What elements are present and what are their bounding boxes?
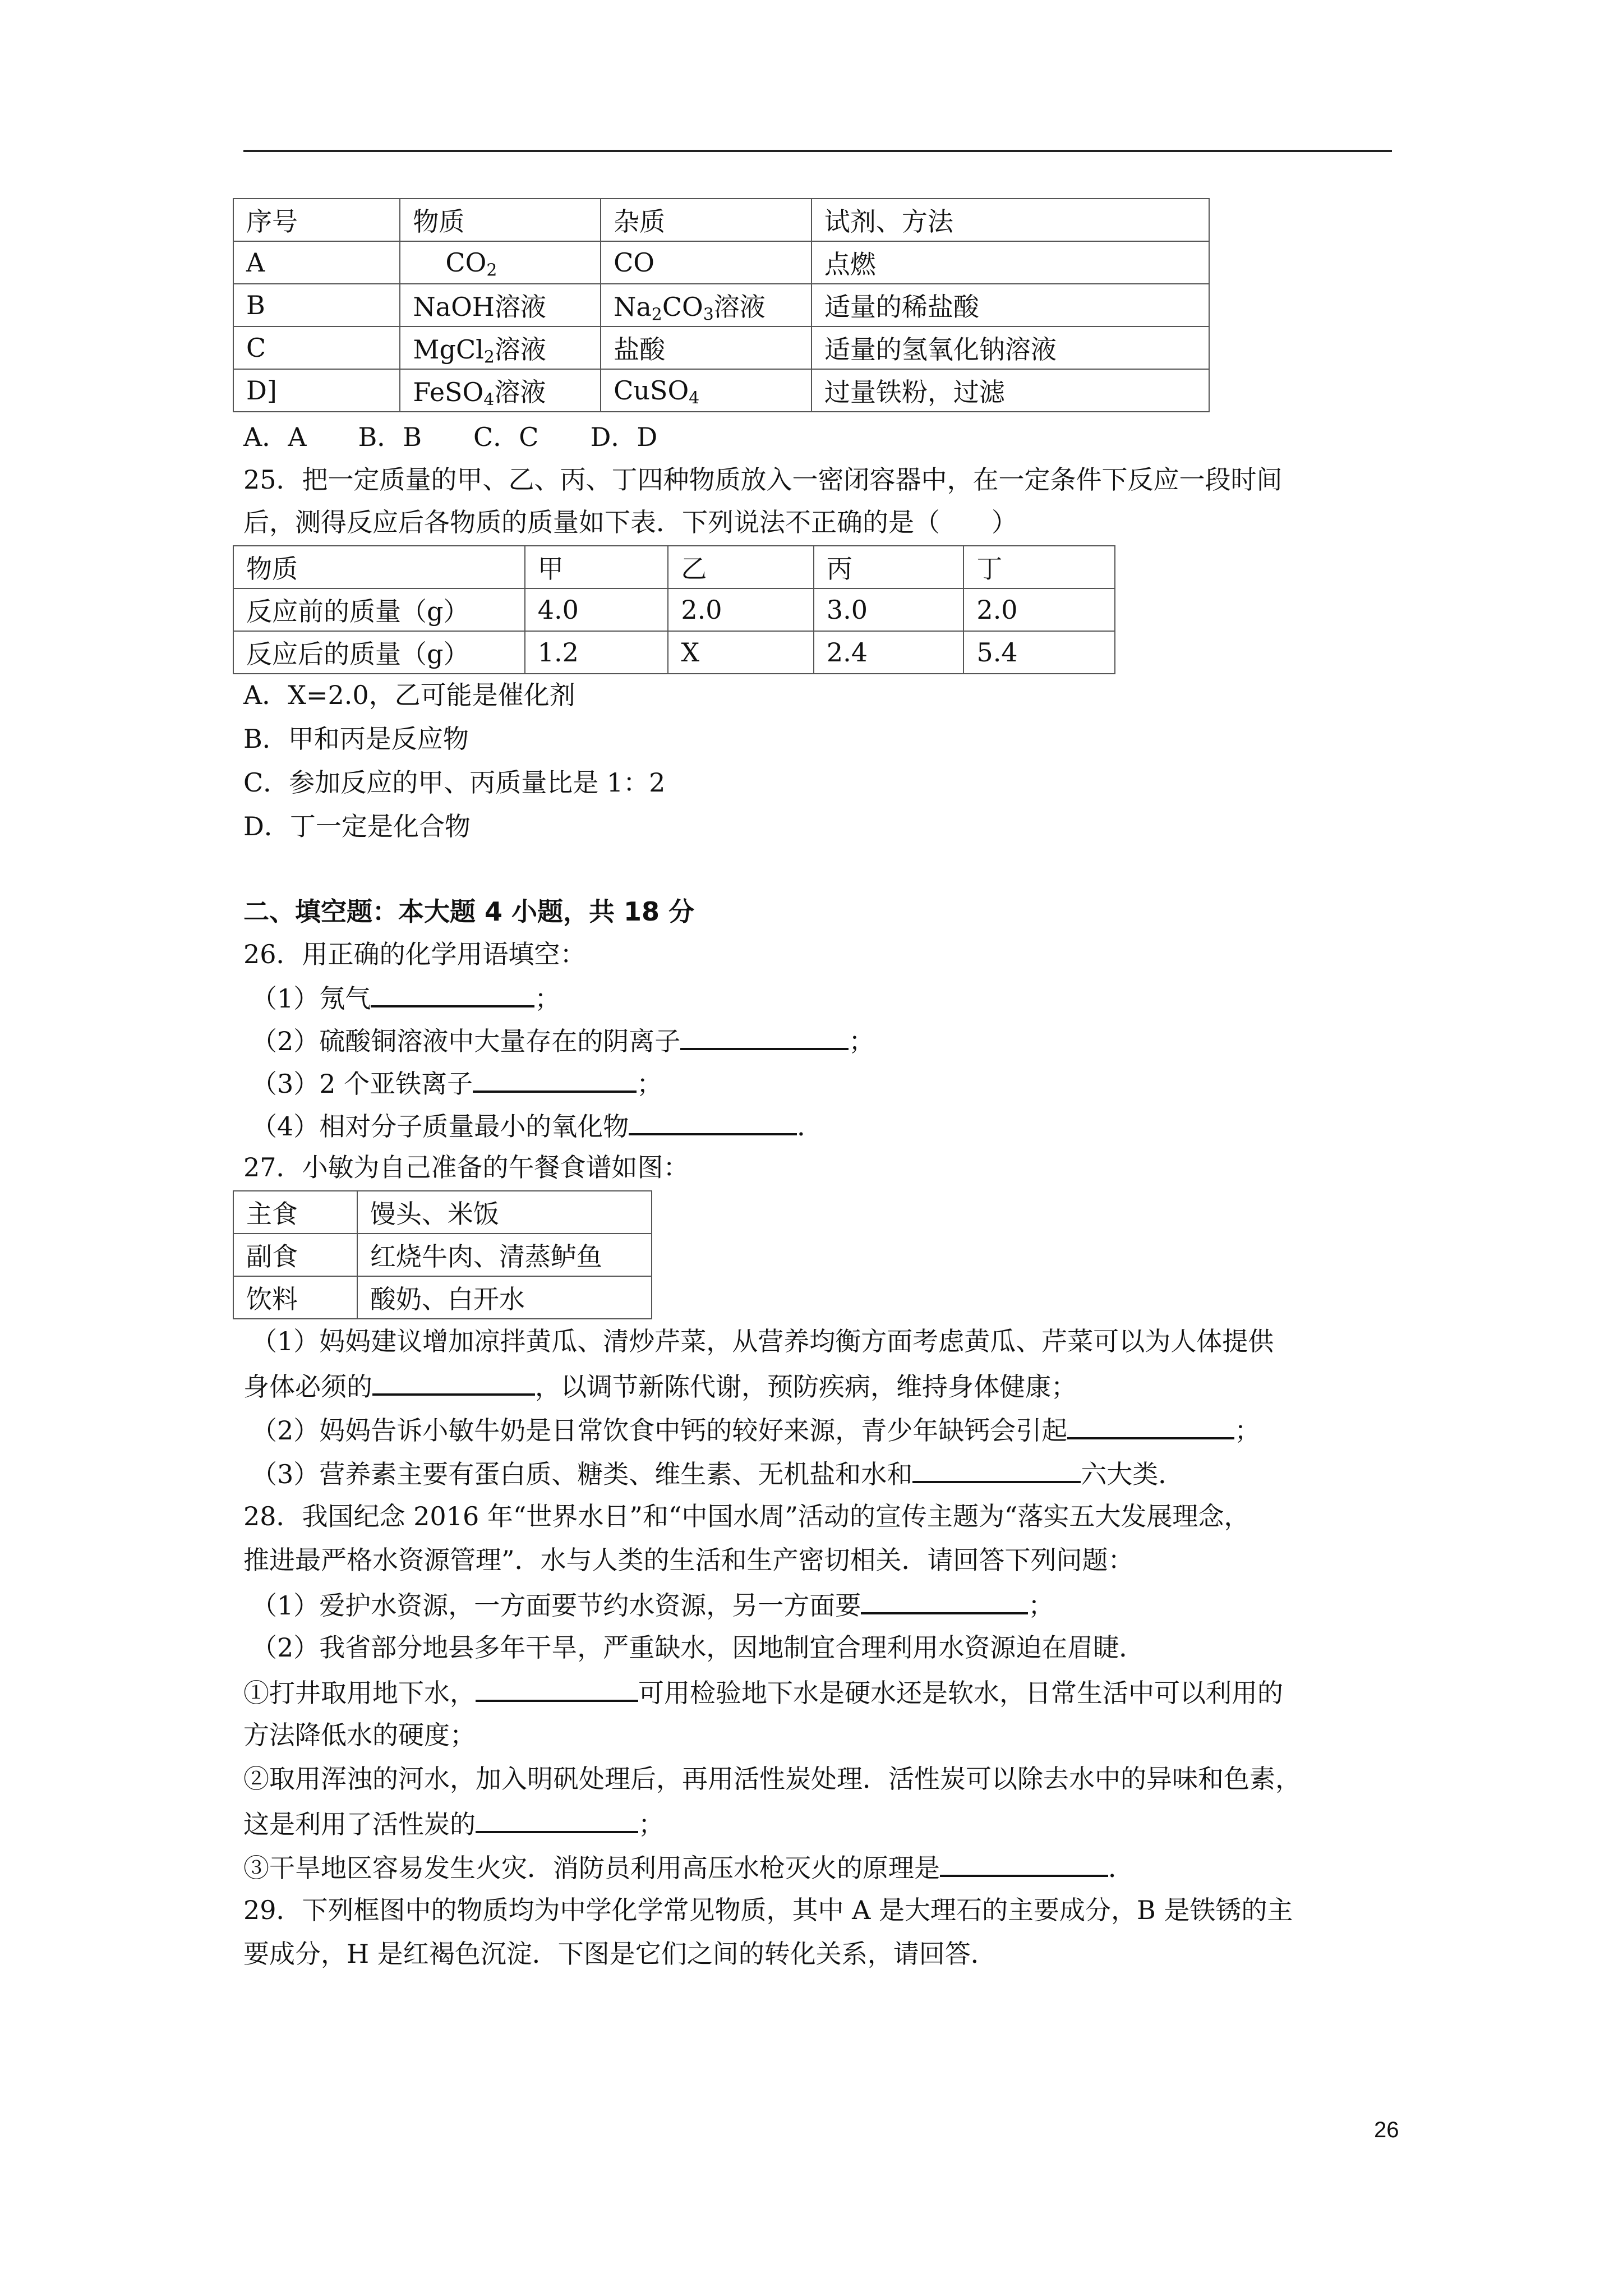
table-header-row xyxy=(233,546,1115,588)
table-cell: 盐酸 xyxy=(601,326,811,369)
q28-part1: （1）爱护水资源，一方面要节约水资源，另一方面要 ； xyxy=(251,1586,1054,1623)
answer-blank[interactable] xyxy=(680,1022,849,1050)
answer-blank[interactable] xyxy=(473,1065,637,1093)
q27-part1-line2: 身体必须的 ，以调节新陈代谢，预防疾病，维持身体健康； xyxy=(243,1368,1077,1404)
table-header-row xyxy=(233,199,1209,241)
table-header-cell: 甲 xyxy=(525,546,668,588)
answer-blank[interactable] xyxy=(372,1368,535,1396)
table-cell: X xyxy=(668,631,814,674)
impurity-table xyxy=(233,198,1210,412)
table-cell: $Na_2CO_3$溶液 xyxy=(601,284,811,326)
table-cell: 适量的稀盐酸 xyxy=(811,284,1209,326)
q25-stem-line2: 后，测得反应后各物质的质量如下表．下列说法不正确的是（ ） xyxy=(243,507,1017,537)
q28-part2: （2）我省部分地县多年干旱，严重缺水，因地制宜合理利用水资源迫在眉睫． xyxy=(251,1632,1145,1663)
table-cell: 主食 xyxy=(233,1191,357,1234)
table-cell: 馒头、米饭 xyxy=(357,1191,652,1234)
q25-option-d: D．丁一定是化合物 xyxy=(243,811,471,841)
table-header-cell: 序号 xyxy=(233,199,400,241)
q26-item: （3）2 个亚铁离子 ； xyxy=(251,1065,662,1101)
answer-blank[interactable] xyxy=(1067,1411,1234,1439)
table-cell: CO xyxy=(601,241,811,284)
q28-sub3: ③干旱地区容易发生火灾．消防员利用高压水枪灭火的原理是 ． xyxy=(243,1849,1134,1885)
table-header-cell: 丁 xyxy=(963,546,1115,588)
table-cell: C xyxy=(233,326,400,369)
header-rule xyxy=(243,150,1392,152)
mass-table xyxy=(233,545,1115,674)
table-cell: CuSO$_4$ xyxy=(601,369,811,412)
table-cell: 点燃 xyxy=(811,241,1209,284)
table-cell: 2.4 xyxy=(814,631,964,674)
page-number: 26 xyxy=(1374,2118,1399,2142)
q28-stem-line1: 28．我国纪念 2016 年“世界水日”和“中国水周”活动的宣传主题为“落实五大发展理念， xyxy=(243,1501,1250,1531)
table-cell: 过量铁粉，过滤 xyxy=(811,369,1209,412)
table-cell: 1.2 xyxy=(525,631,668,674)
q27-part3: （3）营养素主要有蛋白质、糖类、维生素、无机盐和水和 六大类． xyxy=(251,1455,1184,1492)
answer-blank[interactable] xyxy=(476,1805,638,1833)
table-header-cell: 杂质 xyxy=(601,199,811,241)
table-cell: 5.4 xyxy=(963,631,1115,674)
section-title: 二、填空题：本大题 4 小题，共 18 分 xyxy=(243,896,695,927)
table-cell: 饮料 xyxy=(233,1276,357,1319)
q25-stem-line1: 25．把一定质量的甲、乙、丙、丁四种物质放入一密闭容器中，在一定条件下反应一段时间 xyxy=(243,464,1283,495)
table-cell: 反应后的质量（g） xyxy=(233,631,525,674)
answer-blank[interactable] xyxy=(476,1674,638,1702)
table-header-cell: 物质 xyxy=(233,546,525,588)
table-cell: 适量的氢氧化钠溶液 xyxy=(811,326,1209,369)
table-cell: NaOH溶液 xyxy=(400,284,601,326)
q25-option-c: C．参加反应的甲、丙质量比是 1：2 xyxy=(243,767,666,798)
table-header-cell: 乙 xyxy=(668,546,814,588)
q26-item: （1）氖气 ； xyxy=(251,979,560,1016)
q24-options: A．A B．B C．C D．D xyxy=(243,422,658,452)
q28-stem-line2: 推进最严格水资源管理”．水与人类的生活和生产密切相关．请回答下列问题： xyxy=(243,1545,1134,1575)
q28-sub1-line1: ①打井取用地下水， 可用检验地下水是硬水还是软水，日常生活中可以利用的 xyxy=(243,1674,1283,1710)
table-row xyxy=(233,1191,652,1234)
table-row xyxy=(233,1276,652,1319)
q27-part2: （2）妈妈告诉小敏牛奶是日常饮食中钙的较好来源，青少年缺钙会引起 ； xyxy=(251,1411,1260,1448)
table-cell: FeSO$_4$溶液 xyxy=(400,369,601,412)
answer-blank[interactable] xyxy=(940,1849,1108,1877)
table-cell: 副食 xyxy=(233,1234,357,1276)
table-cell: 2.0 xyxy=(668,588,814,631)
table-cell: A xyxy=(233,241,400,284)
q26-stem: 26．用正确的化学用语填空： xyxy=(243,939,586,969)
table-row xyxy=(233,241,1209,284)
q28-sub2-line2: 这是利用了活性炭的 ； xyxy=(243,1805,664,1842)
answer-blank[interactable] xyxy=(371,979,534,1007)
table-header-cell: 物质 xyxy=(400,199,601,241)
q27-stem: 27．小敏为自己准备的午餐食谱如图： xyxy=(243,1152,689,1182)
q26-item: （4）相对分子质量最小的氧化物 ． xyxy=(251,1107,823,1144)
table-cell: 酸奶、白开水 xyxy=(357,1276,652,1319)
table-row xyxy=(233,326,1209,369)
answer-blank[interactable] xyxy=(861,1586,1028,1614)
q29-line1: 29．下列框图中的物质均为中学化学常见物质，其中 A 是大理石的主要成分，B 是铁锈的主 xyxy=(243,1895,1293,1925)
table-cell: 3.0 xyxy=(814,588,964,631)
table-row xyxy=(233,1234,652,1276)
table-row xyxy=(233,631,1115,674)
q26-item: （2）硫酸铜溶液中大量存在的阴离子 ； xyxy=(251,1022,874,1059)
table-cell: 4.0 xyxy=(525,588,668,631)
q27-part1-line1: （1）妈妈建议增加凉拌黄瓜、清炒芹菜，从营养均衡方面考虑黄瓜、芹菜可以为人体提供 xyxy=(251,1326,1274,1356)
table-row xyxy=(233,284,1209,326)
table-row xyxy=(233,369,1209,412)
q29-line2: 要成分，H 是红褐色沉淀．下图是它们之间的转化关系，请回答． xyxy=(243,1939,997,1969)
answer-blank[interactable] xyxy=(912,1455,1081,1483)
table-row xyxy=(233,588,1115,631)
table-cell: D] xyxy=(233,369,400,412)
table-header-cell: 丙 xyxy=(814,546,964,588)
table-cell: 红烧牛肉、清蒸鲈鱼 xyxy=(357,1234,652,1276)
q28-sub1-line2: 方法降低水的硬度； xyxy=(243,1720,476,1750)
table-cell: 2.0 xyxy=(963,588,1115,631)
q28-sub2-line1: ②取用浑浊的河水，加入明矾处理后，再用活性炭处理．活性炭可以除去水中的异味和色素， xyxy=(243,1764,1301,1794)
table-cell: B xyxy=(233,284,400,326)
table-cell: MgCl$_2$溶液 xyxy=(400,326,601,369)
q25-option-a: A．X=2.0，乙可能是催化剂 xyxy=(243,680,575,710)
answer-blank[interactable] xyxy=(629,1107,797,1135)
table-cell: $CO_2$ xyxy=(400,241,601,284)
table-cell: 反应前的质量（g） xyxy=(233,588,525,631)
menu-table xyxy=(233,1190,652,1319)
q25-option-b: B．甲和丙是反应物 xyxy=(243,724,469,754)
table-header-cell: 试剂、方法 xyxy=(811,199,1209,241)
